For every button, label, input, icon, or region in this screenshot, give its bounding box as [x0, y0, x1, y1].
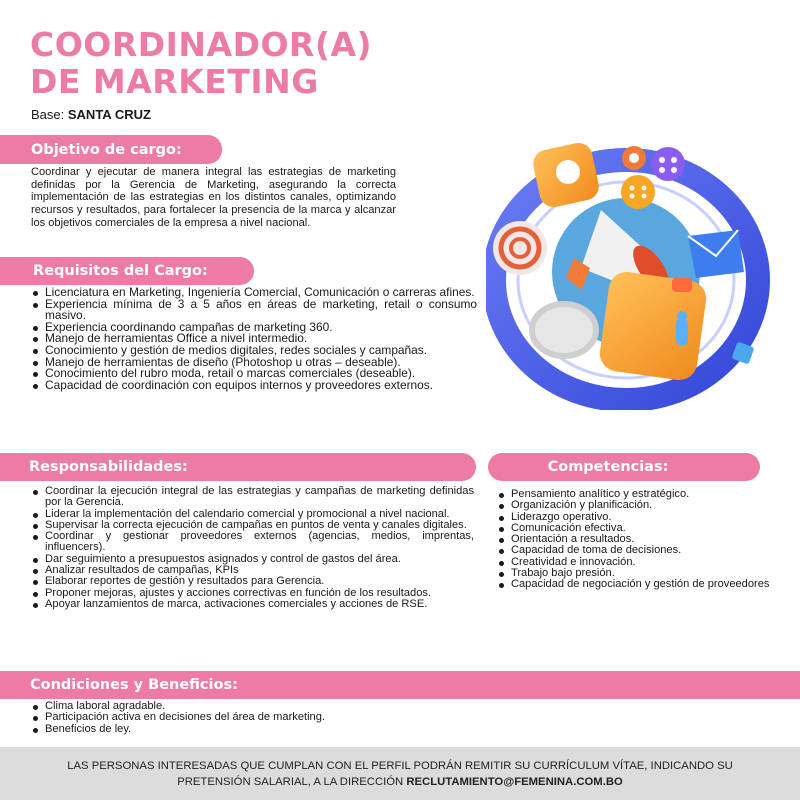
competency-item: Orientación a resultados.: [497, 534, 790, 545]
title-line-1: COORDINADOR(A): [30, 25, 373, 64]
responsibility-item: Supervisar la correcta ejecución de campañas en puntos de venta y canales digitales.: [31, 520, 474, 531]
requirement-item: Conocimiento del rubro moda, retail o marcas comerciales (deseable).: [31, 368, 477, 380]
competency-item: Organización y planificación.: [497, 500, 790, 511]
objective-heading: Objetivo de cargo:: [0, 135, 222, 164]
responsibility-item: Elaborar reportes de gestión y resultados para Gerencia.: [31, 576, 474, 587]
requirement-item: Experiencia mínima de 3 a 5 años en áreas de marketing, retail o consumo masivo.: [31, 299, 477, 322]
footer-line-2-wrap: [0, 774, 800, 790]
objective-text: Coordinar y ejecutar de manera integral las estrategias de marketing definidas por la Gerencia de Marketing, asegurando la correcta implementación de las estrategias en los distintos canales, optimizando recursos y resultados, para fortalecer la presencia de la marca y alcanzar los objetivos comerciales de la empresa a nivel nacional.: [31, 166, 396, 229]
requirements-list: [31, 287, 477, 391]
base-location: [31, 107, 151, 122]
responsibility-item: Coordinar y gestionar proveedores externos (agencias, medios, imprentas, influencers).: [31, 531, 474, 554]
benefits-heading: Condiciones y Beneficios:: [0, 671, 800, 699]
competency-item: Comunicación efectiva.: [497, 523, 790, 534]
requirement-item: Licenciatura en Marketing, Ingeniería Comercial, Comunicación o carreras afines.: [31, 287, 477, 299]
footer-instructions: [0, 747, 800, 800]
competency-item: Capacidad de toma de decisiones.: [497, 545, 790, 556]
requirement-item: Capacidad de coordinación con equipos internos y proveedores externos.: [31, 380, 477, 392]
benefit-item: Participación activa en decisiones del área de marketing.: [31, 712, 471, 723]
base-value: SANTA CRUZ: [67, 107, 151, 122]
responsibility-item: Apoyar lanzamientos de marca, activaciones comerciales y acciones de RSE.: [31, 599, 474, 610]
footer-email[interactable]: RECLUTAMIENTO@FEMENINA.COM.BO: [406, 776, 623, 788]
competency-item: Pensamiento analítico y estratégico.: [497, 489, 790, 500]
requirement-item: Experiencia coordinando campañas de marketing 360.: [31, 322, 477, 334]
requirement-item: Manejo de herramientas Office a nivel intermedio.: [31, 333, 477, 345]
benefit-item: Clima laboral agradable.: [31, 701, 471, 712]
responsibility-item: Coordinar la ejecución integral de las estrategias y campañas de marketing definidas por la Gerencia.: [31, 486, 474, 509]
marketing-illustration-svg: [486, 140, 771, 410]
requirement-item: Manejo de herramientas de diseño (Photoshop u otras – deseable).: [31, 357, 477, 369]
competency-item: Liderazgo operativo.: [497, 512, 790, 523]
benefits-list: [31, 701, 471, 735]
requirement-item: Conocimiento y gestión de medios digitales, redes sociales y campañas.: [31, 345, 477, 357]
footer-line-2: PRETENSIÓN SALARIAL, A LA DIRECCIÓN: [177, 776, 404, 788]
responsibility-item: Proponer mejoras, ajustes y acciones correctivas en función de los resultados.: [31, 588, 474, 599]
footer-line-1: LAS PERSONAS INTERESADAS QUE CUMPLAN CON EL PERFIL PODRÁN REMITIR SU CURRÍCULUM VÍTAE, INDICANDO SU: [67, 760, 733, 772]
responsibility-item: Analizar resultados de campañas, KPIs: [31, 565, 474, 576]
base-label: Base:: [31, 107, 65, 122]
competency-item: Capacidad de negociación y gestión de proveedores: [497, 579, 790, 590]
marketing-megaphone-icon: [486, 140, 771, 410]
competency-item: Trabajo bajo presión.: [497, 568, 790, 579]
competencies-list: [497, 489, 790, 591]
responsibility-item: Liderar la implementación del calendario comercial y promocional a nivel nacional.: [31, 509, 474, 520]
title-line-2: DE MARKETING: [30, 62, 319, 101]
responsibilities-heading: Responsabilidades:: [0, 453, 476, 481]
competency-item: Creatividad e innovación.: [497, 557, 790, 568]
responsibility-item: Dar seguimiento a presupuestos asignados y control de gastos del área.: [31, 554, 474, 565]
benefit-item: Beneficios de ley.: [31, 724, 471, 735]
competencies-heading: Competencias:: [488, 453, 760, 481]
requirements-heading: Requisitos del Cargo:: [0, 257, 254, 285]
responsibilities-list: [31, 486, 474, 610]
page-title: [30, 26, 372, 100]
